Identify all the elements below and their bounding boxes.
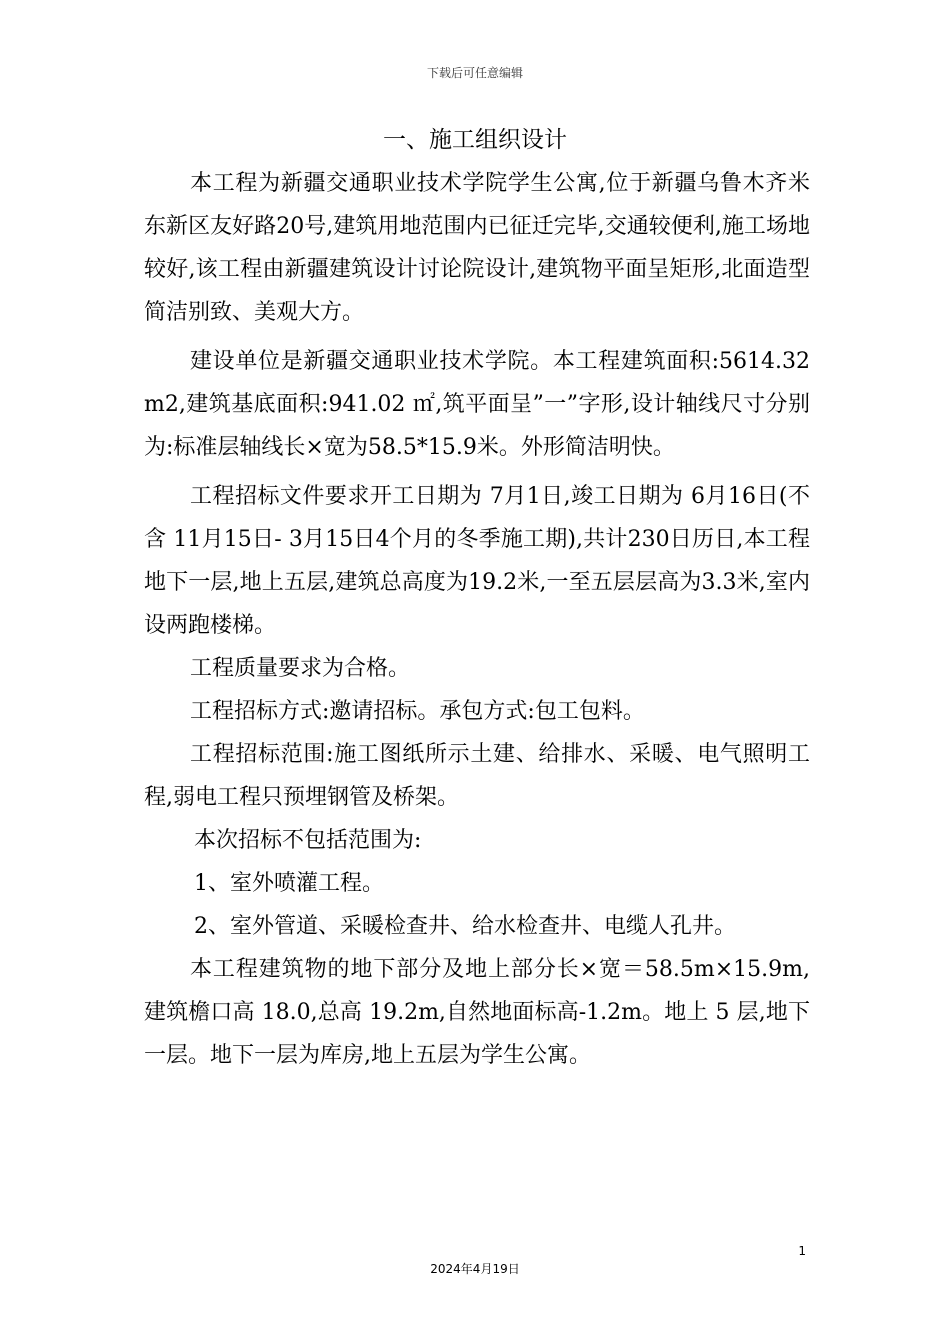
paragraph-excluded-scope: 本次招标不包括范围为: [194,828,422,853]
paragraph-bidding-scope: 工程招标范围:施工图纸所示土建、给排水、采暖、电气照明工程,弱电工程只预埋钢管及桥架。 [144,742,810,810]
list-item-excluded-2: 2、室外管道、采暖检查井、给水检查井、电缆人孔井。 [194,914,736,939]
page-number: 1 [798,1244,806,1258]
paragraph-dimensions: 本工程建筑物的地下部分及地上部分长×宽＝58.5m×15.9m,建筑檐口高 18.0,总高 19.2m,自然地面标高-1.2m。地上 5 层,地下一层。地下一层为库房,地上五层为学生公寓。 [144,957,810,1068]
paragraph-bidding-method: 工程招标方式:邀请招标。承包方式:包工包料。 [190,699,645,724]
page-header-note: 下载后可任意编辑 [426,66,523,80]
paragraph-project-overview: 本工程为新疆交通职业技术学院学生公寓,位于新疆乌鲁木齐米东新区友好路20号,建筑用地范围内已征迁完毕,交通较便利,施工场地较好,该工程由新疆建筑设计讨论院设计,建筑物平面呈矩形,北面造型简洁别致、美观大方。 [144,171,810,325]
page-footer-date: 2024年4月19日 [430,1262,520,1276]
paragraph-schedule: 工程招标文件要求开工日期为 7月1日,竣工日期为 6月16日(不含 11月15日- 3月15日4个月的冬季施工期),共计230日历日,本工程地下一层,地上五层,建筑总高度为19.2米,一至五层层高为3.3米,室内设两跑楼梯。 [144,484,810,638]
list-item-excluded-1: 1、室外喷灌工程。 [194,871,384,896]
document-body [144,162,810,1077]
page-title: 一、施工组织设计 [383,127,567,153]
paragraph-quality: 工程质量要求为合格。 [190,656,411,681]
paragraph-building-area: 建设单位是新疆交通职业技术学院。本工程建筑面积:5614.32 m2,建筑基底面积:941.02 ㎡,筑平面呈”一”字形,设计轴线尺寸分别为:标准层轴线长×宽为58.5*15.9米。外形简洁明快。 [144,349,810,460]
